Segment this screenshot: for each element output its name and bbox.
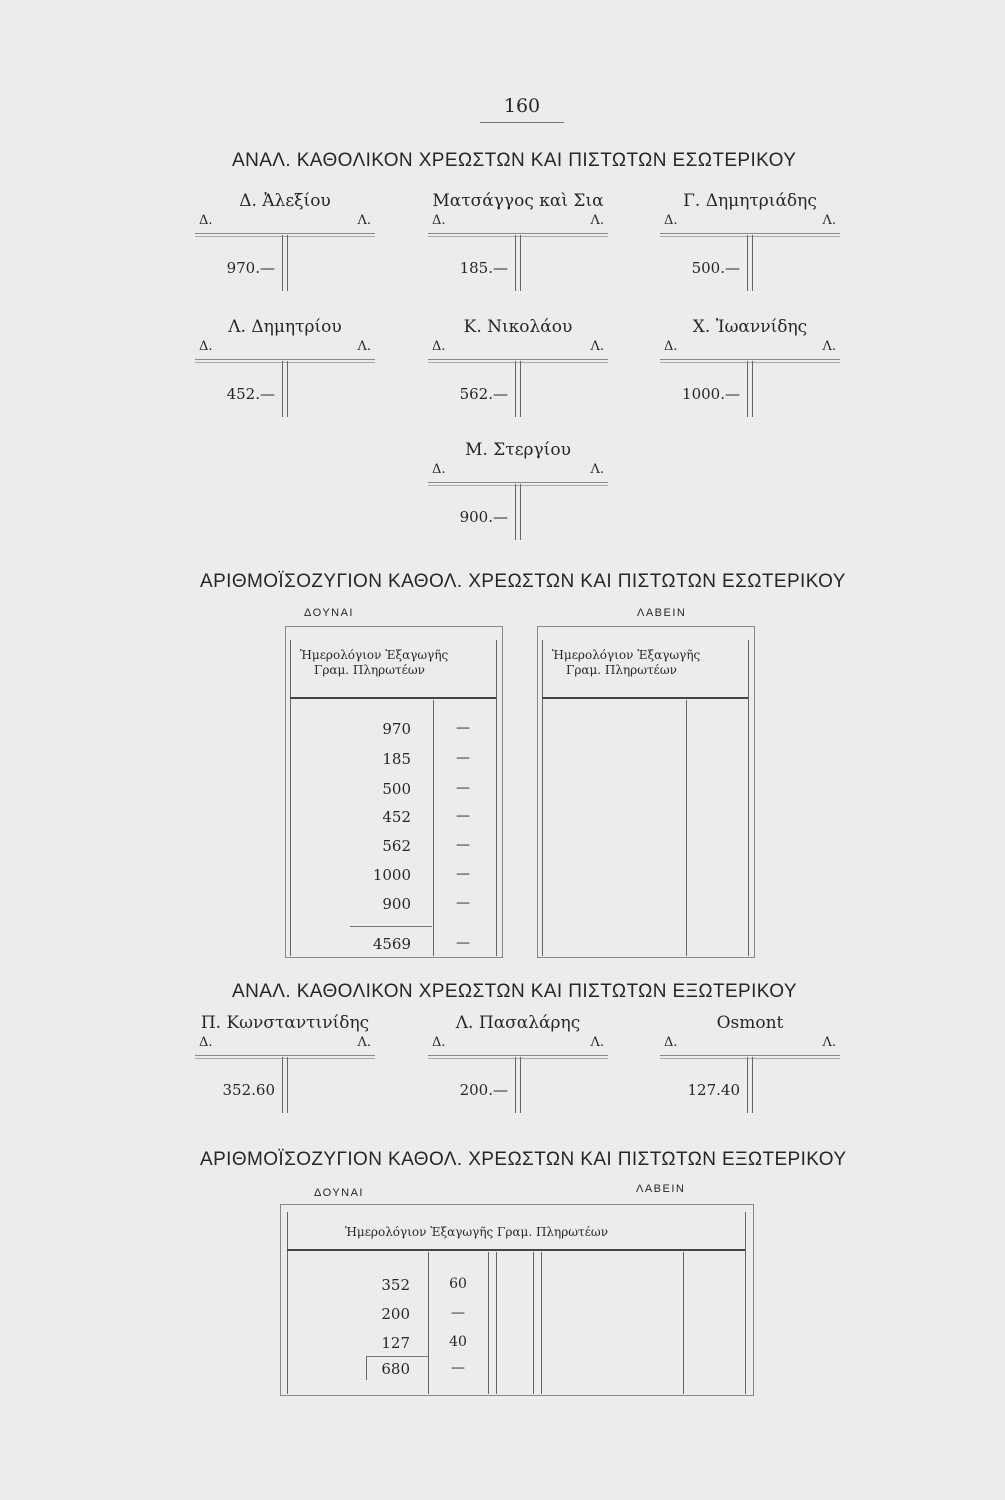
account-name: Λ. Πασαλάρης xyxy=(455,1013,581,1033)
account-divider xyxy=(515,484,521,540)
debit-col-label: Δ. xyxy=(664,1035,678,1050)
credit-col-label: Λ. xyxy=(822,213,836,228)
balance1-total-dec: — xyxy=(456,935,470,951)
balance1-row-dec: — xyxy=(456,780,470,796)
debit-amount: 1000.— xyxy=(682,385,740,403)
balance1-row-dec: — xyxy=(456,750,470,766)
t-account-stergiou xyxy=(428,440,608,540)
credit-col-label: Λ. xyxy=(822,1035,836,1050)
balance1-row-value: 970 xyxy=(382,720,411,738)
debit-amount: 500.— xyxy=(691,259,740,277)
balance2-title: ΑΡΙΘΜΟΪΣΟΖΥΓΙΟΝ ΚΑΘΟΛ. ΧΡΕΩΣΤΩΝ ΚΑΙ ΠΙΣΤΩΤΩΝ ΕΞΩΤΕΡΙΚΟΥ xyxy=(200,1149,847,1170)
balance2-header: Ἡμερολόγιον Ἐξαγωγῆς Γραμ. Πληρωτέων xyxy=(345,1225,608,1239)
credit-col-label: Λ. xyxy=(822,339,836,354)
account-name: Κ. Νικολάου xyxy=(463,317,573,337)
balance1-title: ΑΡΙΘΜΟΪΣΟΖΥΓΙΟΝ ΚΑΘΟΛ. ΧΡΕΩΣΤΩΝ ΚΑΙ ΠΙΣΤΩΤΩΝ ΕΣΩΤΕΡΙΚΟΥ xyxy=(200,571,846,592)
balance1-debit-header-rule xyxy=(290,697,496,699)
page-number: 160 xyxy=(503,95,541,117)
debit-amount: 127.40 xyxy=(687,1081,740,1099)
debit-amount: 185.— xyxy=(459,259,508,277)
account-name: Μ. Στεργίου xyxy=(465,440,571,460)
balance2-header-rule xyxy=(287,1249,745,1251)
balance1-row-value: 500 xyxy=(382,780,411,798)
balance2-total-value: 680 xyxy=(381,1360,410,1378)
debit-amount: 900.— xyxy=(459,508,508,526)
balance1-row-value: 562 xyxy=(382,837,411,855)
account-name: Χ. Ἰωαννίδης xyxy=(692,317,808,337)
balance1-total-value: 4569 xyxy=(372,935,411,953)
section2-title: ΑΝΑΛ. ΚΑΘΟΛΙΚΟΝ ΧΡΕΩΣΤΩΝ ΚΑΙ ΠΙΣΤΩΤΩΝ ΕΞΩΤΕΡΙΚΟΥ xyxy=(232,981,797,1002)
balance2-col-divider-e xyxy=(541,1252,542,1394)
balance2-debit-label: ΔΟΥΝΑΙ xyxy=(314,1187,364,1199)
account-divider xyxy=(515,235,521,291)
balance1-debit-label: ΔΟΥΝΑΙ xyxy=(304,607,354,619)
balance1-credit-inner-right xyxy=(748,640,749,956)
t-account-konstantinidis xyxy=(195,1013,375,1113)
balance2-total-rule xyxy=(366,1356,428,1357)
credit-col-label: Λ. xyxy=(590,1035,604,1050)
debit-col-label: Δ. xyxy=(432,213,446,228)
balance2-credit-label: ΛΑΒΕΙΝ xyxy=(636,1183,686,1195)
t-account-dimitriou xyxy=(195,317,375,417)
balance2-inner-right xyxy=(745,1212,746,1394)
balance1-debit-col-divider xyxy=(433,700,434,956)
account-name: Γ. Δημητριάδης xyxy=(683,191,817,211)
account-name: Λ. Δημητρίου xyxy=(228,317,342,337)
balance1-row-dec: — xyxy=(456,866,470,882)
credit-col-label: Λ. xyxy=(357,1035,371,1050)
account-divider xyxy=(282,235,288,291)
balance1-row-dec: — xyxy=(456,808,470,824)
balance2-col-divider-f xyxy=(683,1252,684,1394)
account-name: Ματσάγγος καὶ Σια xyxy=(432,191,604,211)
balance1-row-value: 185 xyxy=(382,750,411,768)
balance1-credit-header-2: Γραμ. Πληρωτέων xyxy=(566,663,677,677)
account-divider xyxy=(747,1057,753,1113)
t-account-matsaggos xyxy=(428,191,608,291)
account-divider xyxy=(515,1057,521,1113)
t-account-nikolaou xyxy=(428,317,608,417)
balance1-debit-inner-left xyxy=(290,640,291,956)
account-divider xyxy=(747,361,753,417)
debit-amount: 200.— xyxy=(459,1081,508,1099)
credit-col-label: Λ. xyxy=(357,213,371,228)
balance2-inner-left xyxy=(287,1212,288,1394)
balance1-debit-header-1: Ἡμερολόγιον Ἐξαγωγῆς xyxy=(300,648,449,662)
credit-col-label: Λ. xyxy=(590,213,604,228)
balance1-row-dec: — xyxy=(456,837,470,853)
balance2-col-divider-c xyxy=(496,1252,497,1394)
t-account-osmont xyxy=(660,1013,840,1113)
balance2-row-dec: 60 xyxy=(449,1276,467,1292)
account-name: Δ. Ἀλεξίου xyxy=(239,191,331,211)
debit-col-label: Δ. xyxy=(432,339,446,354)
account-divider xyxy=(747,235,753,291)
section1-title: ΑΝΑΛ. ΚΑΘΟΛΙΚΟΝ ΧΡΕΩΣΤΩΝ ΚΑΙ ΠΙΣΤΩΤΩΝ ΕΣΩΤΕΡΙΚΟΥ xyxy=(232,150,797,171)
account-name: Osmont xyxy=(716,1013,784,1033)
balance2-col-divider-b xyxy=(488,1252,489,1394)
account-divider xyxy=(282,361,288,417)
debit-col-label: Δ. xyxy=(199,213,213,228)
debit-amount: 970.— xyxy=(226,259,275,277)
balance2-row-value: 200 xyxy=(381,1305,410,1323)
balance1-row-value: 900 xyxy=(382,895,411,913)
balance1-credit-inner-left xyxy=(542,640,543,956)
account-name: Π. Κωνσταντινίδης xyxy=(200,1013,370,1033)
balance2-row-dec: 40 xyxy=(449,1334,467,1350)
balance1-debit-header-2: Γραμ. Πληρωτέων xyxy=(314,663,425,677)
balance2-row-value: 127 xyxy=(381,1334,410,1352)
credit-col-label: Λ. xyxy=(590,339,604,354)
balance1-debit-inner-right xyxy=(496,640,497,956)
balance1-row-value: 1000 xyxy=(372,866,411,884)
debit-amount: 452.— xyxy=(226,385,275,403)
account-divider xyxy=(515,361,521,417)
debit-col-label: Δ. xyxy=(432,462,446,477)
balance1-row-dec: — xyxy=(456,720,470,736)
debit-col-label: Δ. xyxy=(199,1035,213,1050)
debit-amount: 352.60 xyxy=(222,1081,275,1099)
balance1-credit-header-rule xyxy=(542,697,748,699)
debit-col-label: Δ. xyxy=(432,1035,446,1050)
balance2-row-value: 352 xyxy=(381,1276,410,1294)
balance2-total-dec: — xyxy=(451,1360,465,1376)
balance2-row-dec: — xyxy=(451,1305,465,1321)
balance1-credit-col-divider xyxy=(686,700,687,956)
t-account-pasalaris xyxy=(428,1013,608,1113)
page-number-rule xyxy=(480,122,564,123)
balance1-row-value: 452 xyxy=(382,808,411,826)
balance1-credit-label: ΛΑΒΕΙΝ xyxy=(637,607,687,619)
t-account-ioannidis xyxy=(660,317,840,417)
balance1-row-dec: — xyxy=(456,895,470,911)
t-account-alexiou xyxy=(195,191,375,291)
credit-col-label: Λ. xyxy=(357,339,371,354)
debit-col-label: Δ. xyxy=(664,213,678,228)
account-divider xyxy=(282,1057,288,1113)
balance2-col-divider-a xyxy=(428,1252,429,1394)
credit-col-label: Λ. xyxy=(590,462,604,477)
debit-col-label: Δ. xyxy=(199,339,213,354)
balance1-total-rule xyxy=(350,926,432,927)
debit-amount: 562.— xyxy=(459,385,508,403)
debit-col-label: Δ. xyxy=(664,339,678,354)
balance1-credit-header-1: Ἡμερολόγιον Ἐξαγωγῆς xyxy=(552,648,701,662)
t-account-dimitriadis xyxy=(660,191,840,291)
balance2-col-divider-d xyxy=(533,1252,534,1394)
